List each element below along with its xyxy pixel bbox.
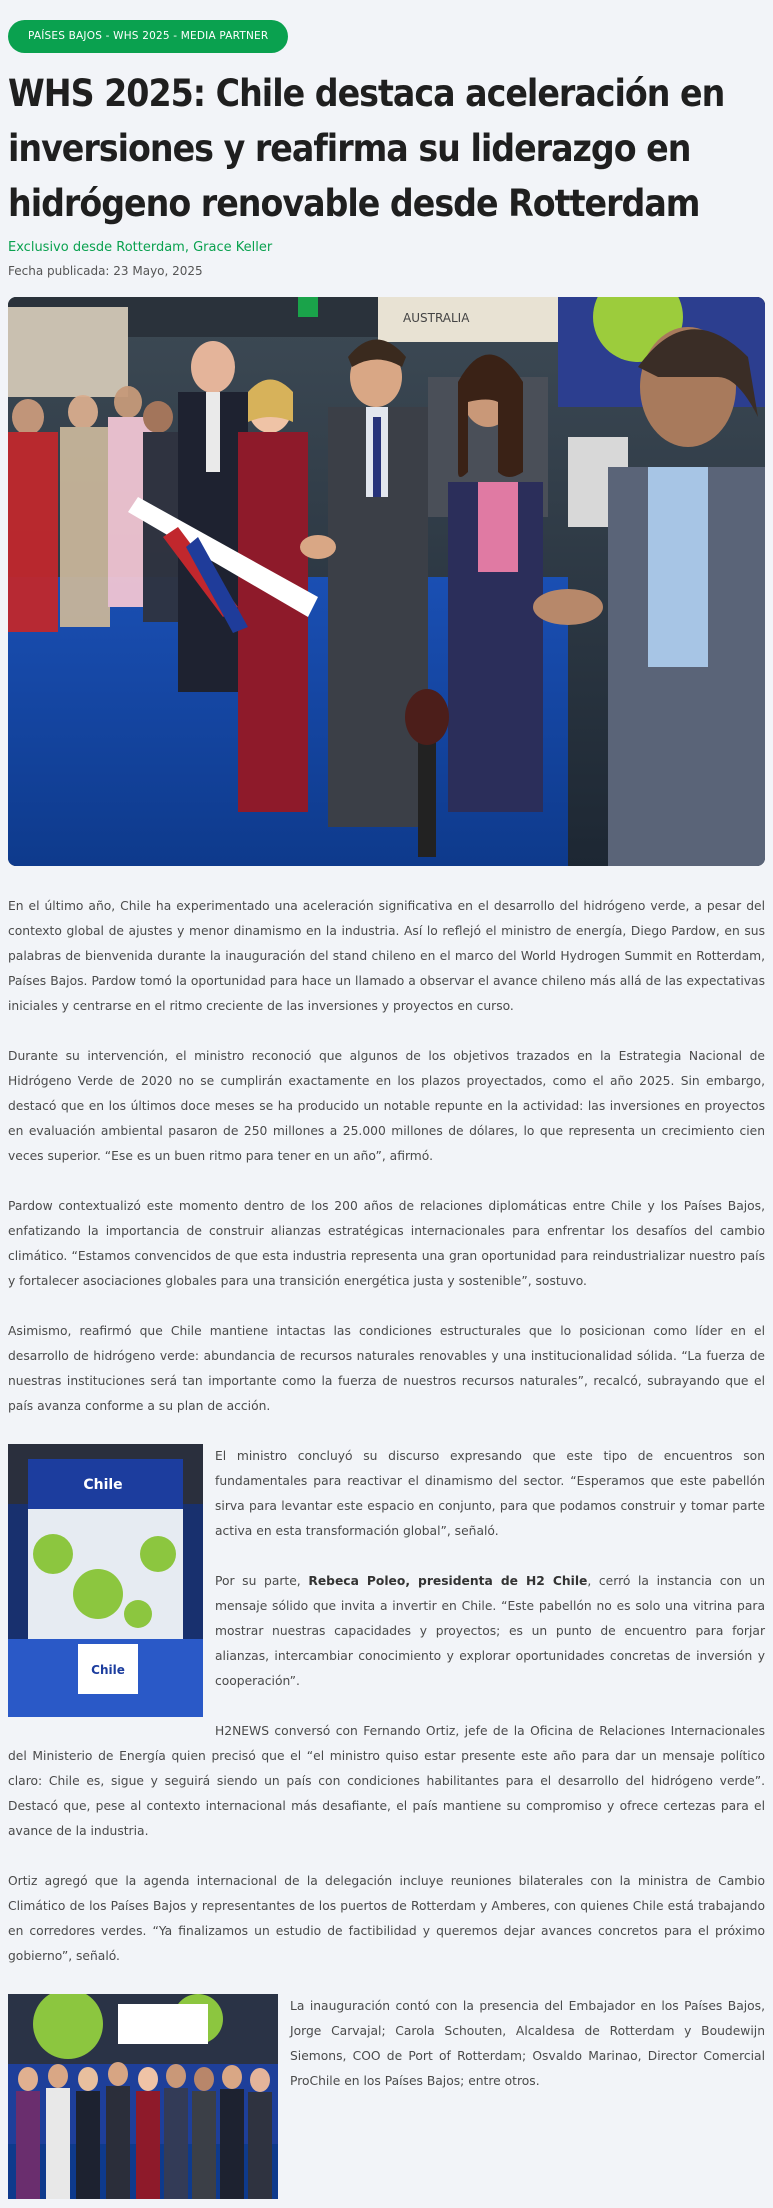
paragraph-8: Ortiz agregó que la agenda internacional de la delegación incluye reuniones bilaterales con la ministra de Cambio Climático de los Países Bajos y representantes de los puertos de Rotterdam y Amberes, con quienes Chile está trabajando en corredores verdes. “Ya finalizamos un estudio de factibilidad y queremos dejar avances concretos para el próximo gobierno”, señaló. [8,1874,765,1963]
chile-pavilion-photo [8,1444,203,1717]
paragraph-5: El ministro concluyó su discurso expresando que este tipo de encuentros son fundamentales para reactivar el dinamismo del sector. “Esperamos que este pabellón sirva para levantar este espacio en conjunto, para que podamos construir y tomar parte activa en esta transformación global”, señaló. [215,1449,765,1538]
paragraph-4: Asimismo, reafirmó que Chile mantiene intactas las condiciones estructurales que lo posicionan como líder en el desarrollo de hidrógeno verde: abundancia de recursos naturales renovables y una institucionalidad sólida. “La fuerza de nuestras instituciones será tan importante como la fuerza de nuestros recursos naturales”, recalcó, subrayando que el país avanza conforme a su plan de acción. [8,1324,765,1413]
paragraph-6-post: , cerró la instancia con un mensaje sólido que invita a invertir en Chile. “Este pabellón no es solo una vitrina para mostrar nuestras capacidades y proyectos; es un punto de encuentro para forjar alianzas, intercambiar conocimiento y explorar oportunidades concretas de inversión y cooperación”. [215,1574,765,1688]
category-badge[interactable]: PAÍSES BAJOS - WHS 2025 - MEDIA PARTNER [8,20,288,53]
article-byline[interactable]: Exclusivo desde Rotterdam, Grace Keller [8,240,273,255]
paragraph-9: La inauguración contó con la presencia del Embajador en los Países Bajos, Jorge Carvajal; Carola Schouten, Alcaldesa de Rotterdam y Boudewijn Siemons, COO de Port of Rotterdam; Osvaldo Marinao, Director Comercial ProChile en los Países Bajos; entre otros. [290,1999,765,2088]
svg-text:AUSTRALIA: AUSTRALIA [403,311,470,325]
article-title: WHS 2025: Chile destaca aceleración en inversiones y reafirma su liderazgo en hidrógeno renovable desde Rotterdam [8,72,725,225]
paragraph-6-pre: Por su parte, [215,1574,309,1588]
paragraph-7: H2NEWS conversó con Fernando Ortiz, jefe de la Oficina de Relaciones Internacionales del Ministerio de Energía quien precisó que el “el ministro quiso estar presente este año para dar un mensaje político claro: Chile es, sigue y seguirá siendo un país con condiciones habilitantes para el desarrollo del hidrógeno verde”. Destacó que, pese al contexto internacional más desafiante, el país mantiene su compromiso y ofrece certezas para el avance de la industria. [8,1724,765,1838]
publish-date: Fecha publicada: 23 Mayo, 2025 [8,264,203,278]
ribbon-cutting-photo-icon [8,297,765,866]
svg-text:Chile: Chile [83,1477,123,1493]
article-body [8,894,765,2207]
paragraph-3: Pardow contextualizó este momento dentro de los 200 años de relaciones diplomáticas entre Chile y los Países Bajos, enfatizando la importancia de construir alianzas estratégicas internacionales para enfrentar los desafíos del cambio climático. “Estamos convencidos de que esta industria representa una gran oportunidad para reindustrializar nuestro país y fortalecer asociaciones globales para una transición energética justa y sostenible”, sostuvo. [8,1199,765,1288]
paragraph-1: En el último año, Chile ha experimentado una aceleración significativa en el desarrollo del hidrógeno verde, a pesar del contexto global de ajustes y menor dinamismo en la industria. Así lo reflejó el ministro de energía, Diego Pardow, en sus palabras de bienvenida durante la inauguración del stand chileno en el marco del World Hydrogen Summit en Rotterdam, Países Bajos. Pardow tomó la oportunidad para hace un llamado a observar el avance chileno más allá de las expectativas iniciales y centrarse en el ritmo creciente de las inversiones y proyectos en curso. [8,899,765,1013]
rebeca-poleo-highlight: Rebeca Poleo, presidenta de H2 Chile [308,1574,588,1588]
hero-photo [8,297,765,866]
paragraph-2: Durante su intervención, el ministro reconoció que algunos de los objetivos trazados en la Estrategia Nacional de Hidrógeno Verde de 2020 no se cumplirán exactamente en los plazos proyectados, como el año 2025. Sin embargo, destacó que en los últimos doce meses se ha producido un notable repunte en la actividad: las inversiones en proyectos en evaluación ambiental pasaron de 250 millones a 25.000 millones de dólares, lo que representa un crecimiento cien veces superior. “Ese es un buen ritmo para tener en un año”, afirmó. [8,1049,765,1163]
svg-text:Chile: Chile [91,1663,125,1677]
delegation-group-photo [8,1994,278,2199]
